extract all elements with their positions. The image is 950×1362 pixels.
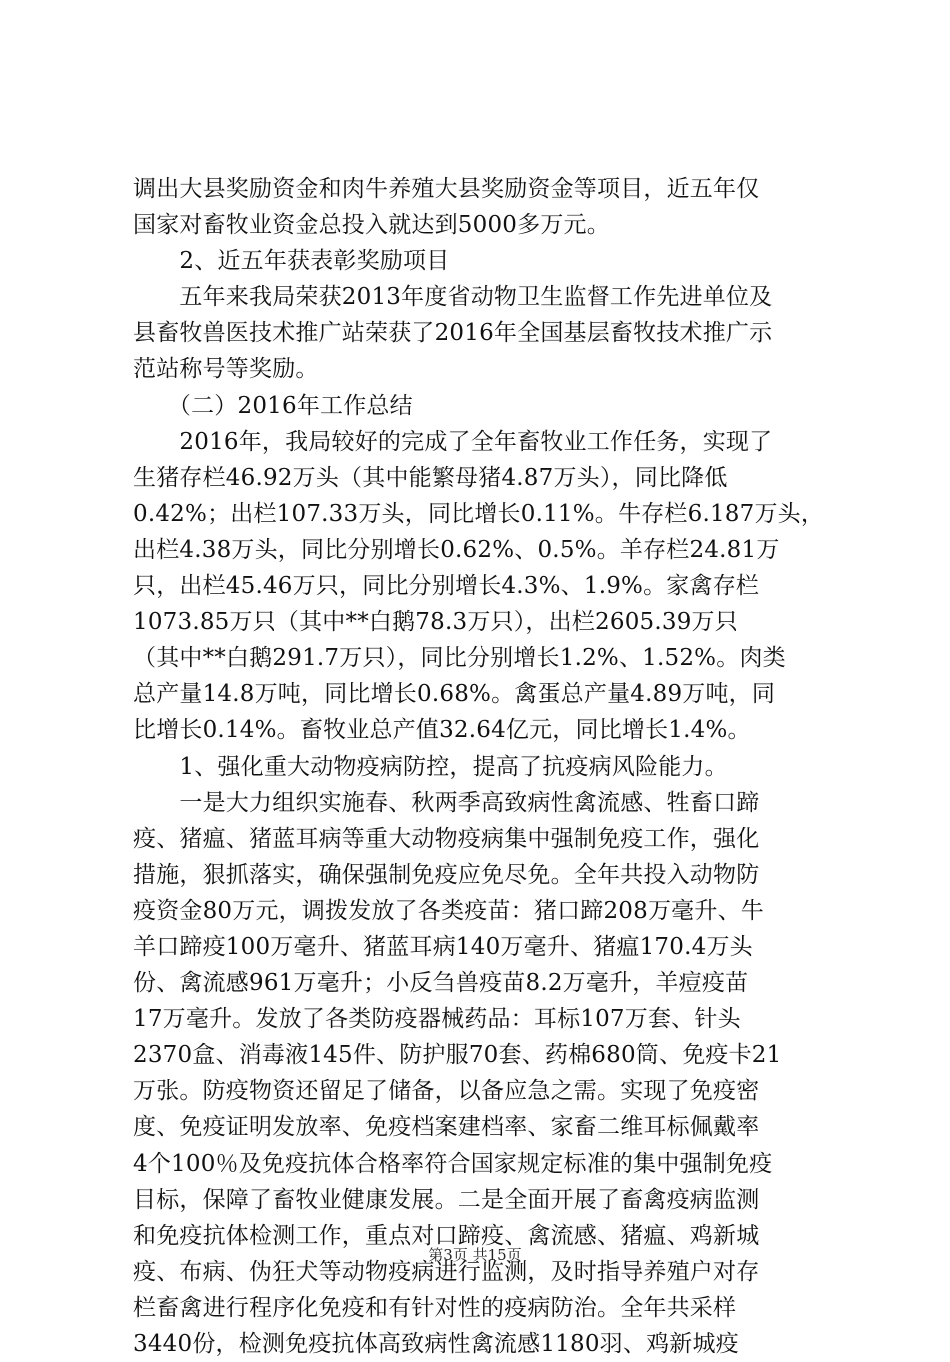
- text-line: 疫、布病、伪狂犬等动物疫病进行监测，及时指导养殖户对存: [133, 1258, 760, 1285]
- text-line: 2370盒、消毒液145件、防护服70套、药棉680筒、免疫卡21: [133, 1042, 782, 1069]
- text-line: 出栏4.38万头，同比分别增长0.62%、0.5%。羊存栏24.81万: [133, 536, 780, 563]
- text-line: 一是大力组织实施春、秋两季高致病性禽流感、牲畜口蹄: [133, 789, 760, 816]
- text-line: 疫、猪瘟、猪蓝耳病等重大动物疫病集中强制免疫工作，强化: [133, 825, 760, 852]
- text-line: 只，出栏45.46万只，同比分别增长4.3%、1.9%。家禽存栏: [133, 573, 760, 600]
- text-line: 栏畜禽进行程序化免疫和有针对性的疫病防治。全年共采样: [133, 1294, 737, 1321]
- text-line: 县畜牧兽医技术推广站荣获了2016年全国基层畜牧技术推广示: [133, 320, 773, 347]
- text-line: 2016年，我局较好的完成了全年畜牧业工作任务，实现了: [133, 428, 773, 455]
- text-line: （其中**白鹅291.7万只），同比分别增长1.2%、1.52%。肉类: [133, 645, 786, 672]
- section-heading: 1、强化重大动物疫病防控，提高了抗疫病风险能力。: [133, 753, 728, 780]
- text-line: 措施，狠抓落实，确保强制免疫应免尽免。全年共投入动物防: [133, 861, 760, 888]
- text-line: 1073.85万只（其中**白鹅78.3万只），出栏2605.39万只: [133, 609, 738, 636]
- text-line: 调出大县奖励资金和肉牛养殖大县奖励资金等项目，近五年仅: [133, 176, 760, 202]
- text-line: 范站称号等奖励。: [133, 356, 319, 383]
- text-line: 17万毫升。发放了各类防疫器械药品：耳标107万套、针头: [133, 1006, 741, 1033]
- text-line: 和免疫抗体检测工作，重点对口蹄疫、禽流感、猪瘟、鸡新城: [133, 1222, 760, 1249]
- text-line: 3440份，检测免疫抗体高致病性禽流感1180羽、鸡新城疫: [133, 1331, 739, 1357]
- text-line: 0.42%；出栏107.33万头，同比增长0.11%。牛存栏6.187万头，: [133, 500, 825, 527]
- text-line: 疫资金80万元，调拨发放了各类疫苗：猪口蹄208万毫升、牛: [133, 897, 764, 924]
- text-line: 份、禽流感961万毫升；小反刍兽疫苗8.2万毫升，羊痘疫苗: [133, 970, 749, 997]
- text-line: 羊口蹄疫100万毫升、猪蓝耳病140万毫升、猪瘟170.4万头: [133, 933, 753, 960]
- text-line: 目标，保障了畜牧业健康发展。二是全面开展了畜禽疫病监测: [133, 1186, 760, 1213]
- section-heading: 2、近五年获表彰奖励项目: [133, 248, 450, 275]
- document-body: [133, 171, 833, 1362]
- text-line: 万张。防疫物资还留足了储备，以备应急之需。实现了免疫密: [133, 1078, 760, 1105]
- section-heading: （二）2016年工作总结: [133, 392, 413, 419]
- page-number-footer: 第3页 共15页: [428, 1246, 522, 1264]
- text-line: 五年来我局荣获2013年度省动物卫生监督工作先进单位及: [133, 284, 773, 311]
- text-line: 生猪存栏46.92万头（其中能繁母猪4.87万头），同比降低: [133, 464, 728, 491]
- text-line: 4个100％及免疫抗体合格率符合国家规定标准的集中强制免疫: [133, 1150, 773, 1177]
- text-line: 总产量14.8万吨，同比增长0.68%。禽蛋总产量4.89万吨，同: [133, 681, 776, 708]
- text-line: 度、免疫证明发放率、免疫档案建档率、家畜二维耳标佩戴率: [133, 1114, 760, 1141]
- text-line: 比增长0.14%。畜牧业总产值32.64亿元，同比增长1.4%。: [133, 717, 751, 744]
- text-line: 国家对畜牧业资金总投入就达到5000多万元。: [133, 212, 610, 239]
